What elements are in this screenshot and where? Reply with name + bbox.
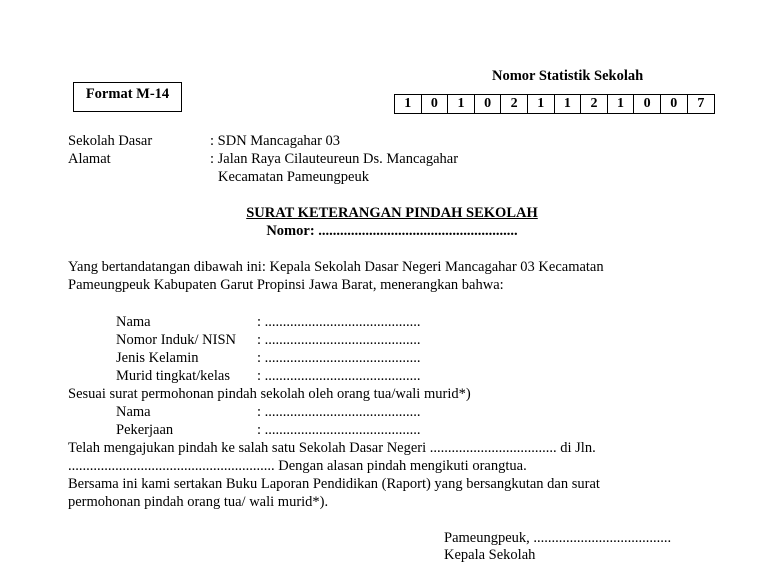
nss-digit: 2 [581,95,608,113]
sesuai-line: Sesuai surat permohonan pindah sekolah oleh orang tua/wali murid*) [68,386,471,402]
nss-digit: 1 [448,95,475,113]
nss-label: Nomor Statistik Sekolah [492,68,644,84]
nss-digit: 1 [608,95,635,113]
parent-label-nama: Nama [116,404,151,420]
nss-digit: 1 [528,95,555,113]
nss-digit: 0 [422,95,449,113]
sekolah-dasar-label: Sekolah Dasar [68,133,153,149]
bersama-line2: permohonan pindah orang tua/ wali murid*). [68,494,329,510]
nss-digit-row [394,94,715,114]
field-value-nama: : ........................................... [257,314,421,330]
document-number: Nomor: ....................................................... [266,223,518,239]
parent-label-pekerjaan: Pekerjaan [116,422,174,438]
telah-line1: Telah mengajukan pindah ke salah satu Sekolah Dasar Negeri ................................... di Jln. [68,440,596,456]
alamat-value-line1: : Jalan Raya Cilauteureun Ds. Mancagahar [210,151,459,167]
document-title: SURAT KETERANGAN PINDAH SEKOLAH [246,205,538,221]
format-label: Format M-14 [73,82,182,112]
alamat-label: Alamat [68,151,111,167]
nss-digit: 1 [555,95,582,113]
nss-digit: 1 [395,95,422,113]
field-label-nisn: Nomor Induk/ NISN [116,332,237,348]
signature-place-date: Pameungpeuk, ...................................... [444,530,672,546]
nss-digit: 0 [475,95,502,113]
field-label-jenis-kelamin: Jenis Kelamin [116,350,199,366]
nss-digit: 0 [634,95,661,113]
nss-digit: 0 [661,95,688,113]
field-value-jenis-kelamin: : ........................................... [257,350,421,366]
intro-line1: Yang bertandatangan dibawah ini: Kepala Sekolah Dasar Negeri Mancagahar 03 Kecamatan [68,259,604,275]
intro-line2: Pameungpeuk Kabupaten Garut Propinsi Jawa Barat, menerangkan bahwa: [68,277,504,293]
telah-line2: ......................................................... Dengan alasan pindah mengikuti orangtua. [68,458,527,474]
parent-value-pekerjaan: : ........................................... [257,422,421,438]
nss-digit: 2 [501,95,528,113]
field-label-kelas: Murid tingkat/kelas [116,368,230,384]
nss-digit: 7 [697,96,705,111]
field-value-kelas: : ........................................... [257,368,421,384]
sekolah-dasar-value: : SDN Mancagahar 03 [210,133,341,149]
field-value-nisn: : ........................................... [257,332,421,348]
parent-value-nama: : ........................................... [257,404,421,420]
field-label-nama: Nama [116,314,151,330]
signature-role: Kepala Sekolah [444,547,536,563]
bersama-line1: Bersama ini kami sertakan Buku Laporan Pendidikan (Raport) yang bersangkutan dan surat [68,476,600,492]
alamat-value-line2: Kecamatan Pameungpeuk [218,169,369,185]
